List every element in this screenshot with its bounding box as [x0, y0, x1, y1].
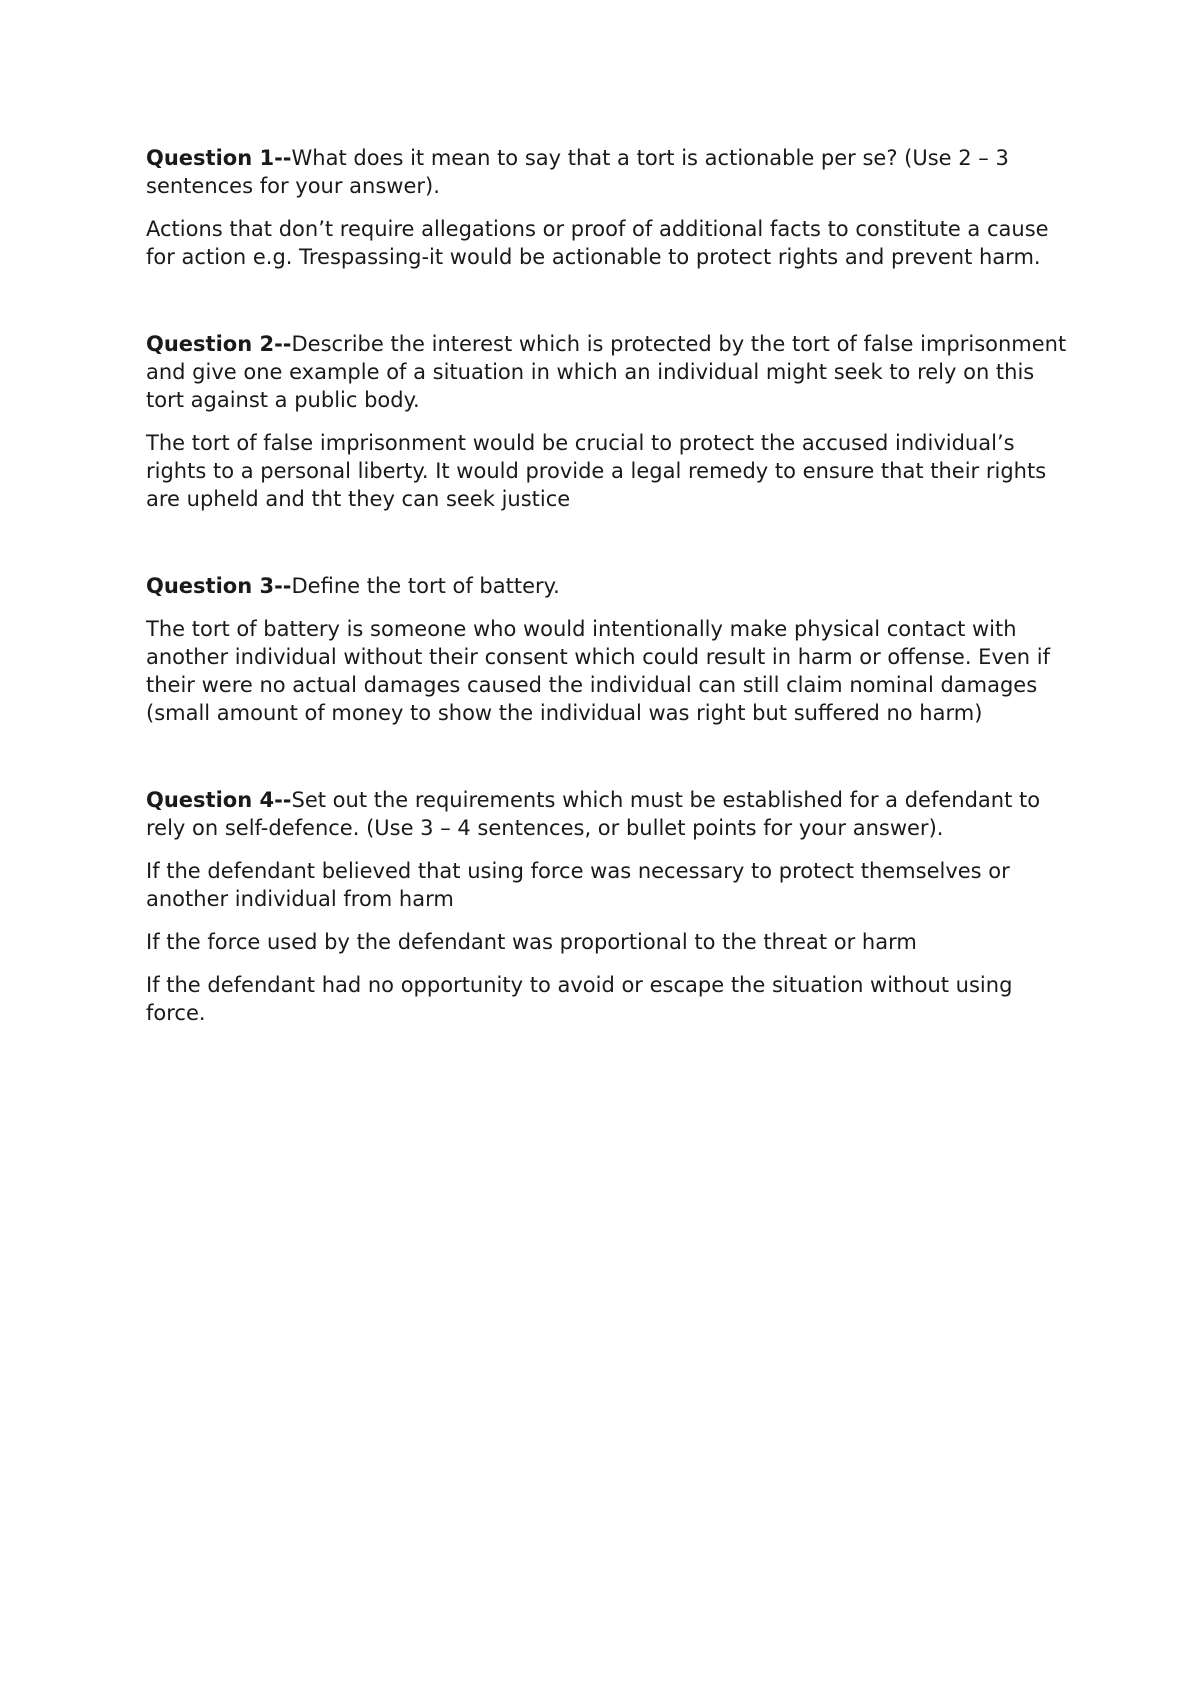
question-1-prompt: What does it mean to say that a tort is actionable per se? (Use 2 – 3 sentences for your answer).: [146, 146, 1009, 198]
question-3-label: Question 3--: [146, 574, 292, 598]
question-3-text: [146, 572, 1076, 600]
section-spacer: [146, 742, 1076, 786]
question-1-label: Question 1--: [146, 146, 292, 170]
section-spacer: [146, 528, 1076, 572]
question-1-text: [146, 144, 1076, 200]
question-4-answer-2: If the force used by the defendant was proportional to the threat or harm: [146, 930, 917, 954]
section-spacer: [146, 286, 1076, 330]
question-4-text: [146, 786, 1076, 842]
document-page: [146, 144, 1076, 1042]
question-4: [146, 786, 1076, 1027]
question-1-answer: Actions that don’t require allegations or proof of additional facts to constitute a cause for action e.g. Trespassing-it would be actionable to protect rights and prevent harm.: [146, 217, 1049, 269]
question-2-text: [146, 330, 1076, 414]
question-1: [146, 144, 1076, 271]
question-4-answer-3: If the defendant had no opportunity to avoid or escape the situation without using force.: [146, 973, 1013, 1025]
question-3: [146, 572, 1076, 727]
question-2-answer: The tort of false imprisonment would be crucial to protect the accused individual’s rights to a personal liberty. It would provide a legal remedy to ensure that their rights are upheld and tht they can seek justice: [146, 431, 1047, 511]
question-3-answer: The tort of battery is someone who would intentionally make physical contact with another individual without their consent which could result in harm or offense. Even if their were no actual damages caused the individual can still claim nominal damages (small amount of money to show the individual was right but suffered no harm): [146, 617, 1051, 725]
question-4-answer-1: If the defendant believed that using force was necessary to protect themselves or another individual from harm: [146, 859, 1010, 911]
question-3-prompt: Define the tort of battery.: [291, 574, 560, 598]
question-4-label: Question 4--: [146, 788, 292, 812]
question-2: [146, 330, 1076, 513]
question-2-label: Question 2--: [146, 332, 292, 356]
question-2-prompt: Describe the interest which is protected by the tort of false imprisonment and give one example of a situation in which an individual might seek to rely on this tort against a public body.: [146, 332, 1067, 412]
question-4-prompt: Set out the requirements which must be established for a defendant to rely on self-defence. (Use 3 – 4 sentences, or bullet points for your answer).: [146, 788, 1041, 840]
